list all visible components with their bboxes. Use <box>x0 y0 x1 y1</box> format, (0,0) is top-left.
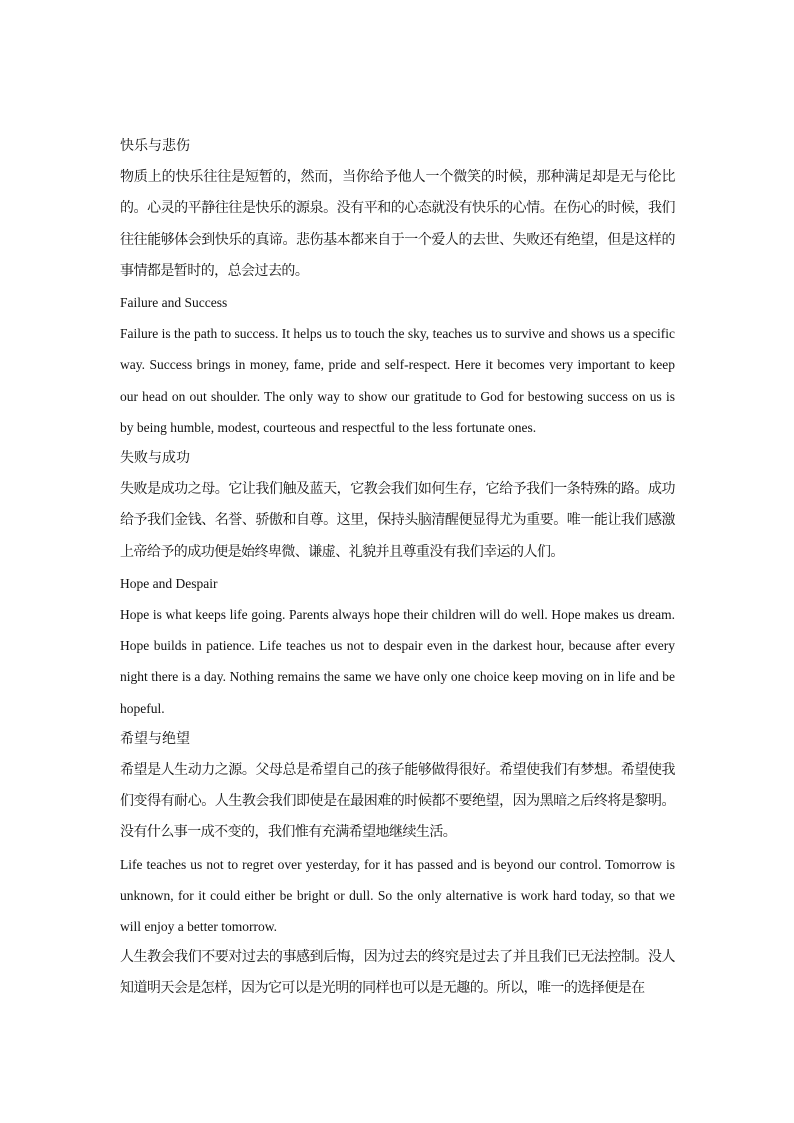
paragraph-failure-success-cn: 失败是成功之母。它让我们触及蓝天，它教会我们如何生存，它给予我们一条特殊的路。成功给予我们金钱、名誉、骄傲和自尊。这里，保持头脑清醒便显得尤为重要。唯一能让我们感激上帝给予的成功便是始终卑微、谦虚、礼貌并且尊重没有我们幸运的人们。 <box>120 481 675 560</box>
paragraph-tomorrow-cn: 人生教会我们不要对过去的事感到后悔，因为过去的终究是过去了并且我们已无法控制。没人知道明天会是怎样，因为它可以是光明的同样也可以是无趣的。所以，唯一的选择便是在 <box>120 949 675 997</box>
heading-failure-success-cn: 失败与成功 <box>120 450 190 466</box>
heading-hope-despair: Hope and Despair <box>120 575 218 591</box>
heading-hope-despair-cn: 希望与绝望 <box>120 730 190 747</box>
paragraph-tomorrow-en: Life teaches us not to regret over yesterday, for it has passed and is beyond our control. Tomorrow is unknown, for it could either be bright or dull. So the only alternative is work hard today, so that we will enjoy a better tomorrow. <box>120 856 675 934</box>
paragraph-failure-success: Failure is the path to success. It helps us to touch the sky, teaches us to survive and shows us a specific way. Success brings in money, fame, pride and self-respect. Here it becomes very important to keep our head on out shoulder. The only way to show our gratitude to God for bestowing success on us is by being humble, modest, courteous and respectful to the less fortunate ones. <box>120 326 675 435</box>
paragraph-hope-despair-cn: 希望是人生动力之源。父母总是希望自己的孩子能够做得很好。希望使我们有梦想。希望使我们变得有耐心。人生教会我们即使是在最困难的时候都不要绝望，因为黑暗之后终将是黎明。没有什么事一成不变的，我们惟有充满希望地继续生活。 <box>120 761 675 841</box>
paragraph-happiness-sorrow: 物质上的快乐往往是短暂的，然而，当你给予他人一个微笑的时候，那种满足却是无与伦比的。心灵的平静往往是快乐的源泉。没有平和的心态就没有快乐的心情。在伤心的时候，我们往往能够体会到快乐的真谛。悲伤基本都来自于一个爱人的去世、失败还有绝望，但是这样的事情都是暂时的，总会过去的。 <box>120 169 675 279</box>
document-body <box>120 131 675 1005</box>
heading-failure-success: Failure and Success <box>120 295 228 310</box>
paragraph-hope-despair: Hope is what keeps life going. Parents always hope their children will do well. Hope makes us dream. Hope builds in patience. Life teaches us not to despair even in the darkest hour, because after every night there is a day. Nothing remains the same we have only one choice keep moving on in life and be hopeful. <box>120 606 675 716</box>
heading-happiness-sorrow: 快乐与悲伤 <box>120 138 190 154</box>
